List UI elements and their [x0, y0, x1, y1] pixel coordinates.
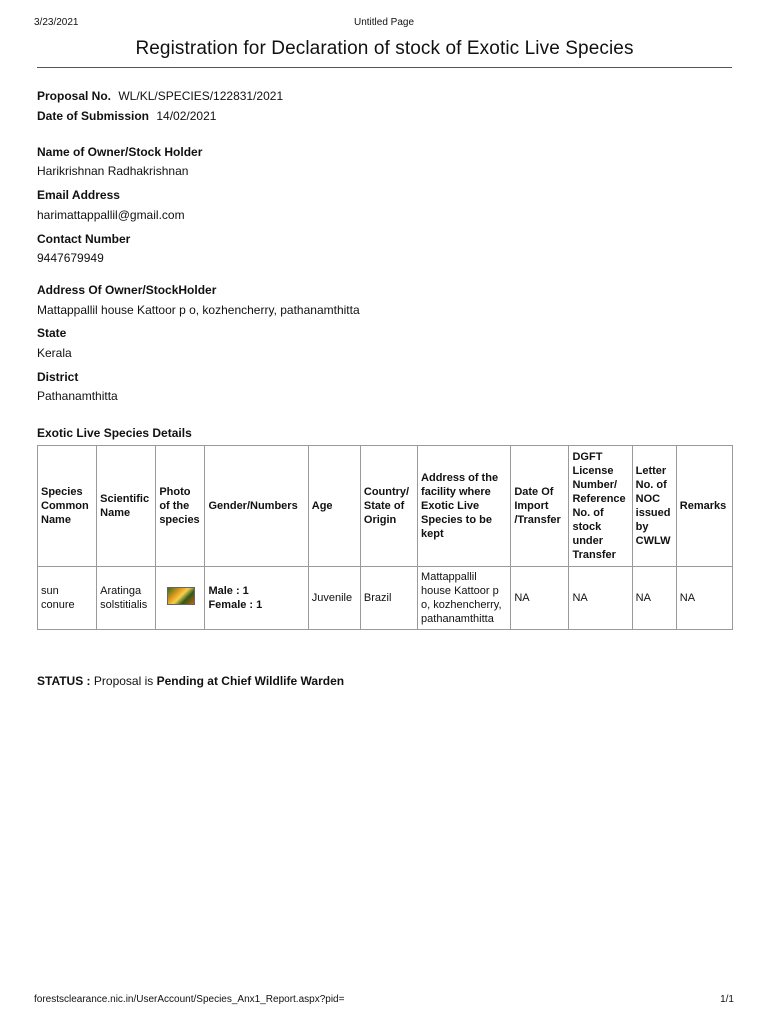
address-label: Address Of Owner/StockHolder	[37, 283, 217, 297]
status-value: Pending at Chief Wildlife Warden	[156, 674, 345, 688]
status-label: STATUS :	[37, 674, 91, 688]
cell-age: Juvenile	[308, 567, 360, 630]
footer-url: forestsclearance.nic.in/UserAccount/Species_Anx1_Report.aspx?pid=	[34, 994, 345, 1005]
contact-value: 9447679949	[37, 251, 104, 265]
cell-dgft: NA	[569, 567, 632, 630]
col-header-age: Age	[308, 446, 360, 567]
species-table	[37, 445, 733, 630]
footer-page-number: 1/1	[720, 994, 734, 1005]
col-header-import-date: Date Of Import /Transfer	[511, 446, 569, 567]
status-prefix: Proposal is	[93, 674, 154, 688]
col-header-noc: Letter No. of NOC issued by CWLW	[632, 446, 676, 567]
col-header-facility-address: Address of the facility where Exotic Live Species to be kept	[418, 446, 511, 567]
district-value: Pathanamthitta	[37, 389, 118, 403]
owner-name-label: Name of Owner/Stock Holder	[37, 145, 203, 159]
col-header-scientific-name: Scientific Name	[97, 446, 156, 567]
col-header-origin: Country/ State of Origin	[360, 446, 417, 567]
species-photo-thumbnail[interactable]	[167, 587, 195, 605]
col-header-gender-numbers: Gender/Numbers	[205, 446, 308, 567]
address-value: Mattappallil house Kattoor p o, kozhencherry, pathanamthitta	[37, 303, 360, 317]
submission-date-value: 14/02/2021	[156, 109, 217, 123]
submission-date-row	[37, 109, 216, 123]
owner-name-value: Harikrishnan Radhakrishnan	[37, 164, 189, 178]
cell-import-date: NA	[511, 567, 569, 630]
state-value: Kerala	[37, 346, 72, 360]
print-date: 3/23/2021	[34, 17, 79, 28]
col-header-photo: Photo of the species	[156, 446, 205, 567]
cell-photo	[156, 567, 205, 630]
cell-scientific-name: Aratinga solstitialis	[97, 567, 156, 630]
email-value: harimattappallil@gmail.com	[37, 208, 185, 222]
cell-common-name: sun conure	[38, 567, 97, 630]
email-label: Email Address	[37, 188, 120, 202]
proposal-no-label: Proposal No.	[37, 89, 112, 103]
title-divider	[37, 67, 732, 68]
col-header-remarks: Remarks	[676, 446, 732, 567]
submission-date-label: Date of Submission	[37, 109, 150, 123]
print-page-title: Untitled Page	[353, 17, 415, 28]
contact-label: Contact Number	[37, 232, 131, 246]
table-row	[38, 567, 733, 630]
male-count: Male : 1	[208, 585, 249, 597]
female-count: Female : 1	[208, 599, 263, 611]
cell-remarks: NA	[676, 567, 732, 630]
col-header-dgft: DGFT License Number/ Reference No. of stock under Transfer	[569, 446, 632, 567]
page-title: Registration for Declaration of stock of Exotic Live Species	[135, 38, 634, 59]
cell-gender-numbers	[205, 567, 308, 630]
status-line	[37, 674, 344, 688]
proposal-no-row	[37, 89, 283, 103]
cell-noc: NA	[632, 567, 676, 630]
state-label: State	[37, 326, 67, 340]
proposal-no-value: WL/KL/SPECIES/122831/2021	[118, 89, 284, 103]
species-section-title: Exotic Live Species Details	[37, 426, 192, 440]
district-label: District	[37, 370, 79, 384]
cell-facility-address: Mattappallil house Kattoor p o, kozhencherry, pathanamthitta	[418, 567, 511, 630]
col-header-common-name: Species Common Name	[38, 446, 97, 567]
cell-origin: Brazil	[360, 567, 417, 630]
table-header-row	[38, 446, 733, 567]
